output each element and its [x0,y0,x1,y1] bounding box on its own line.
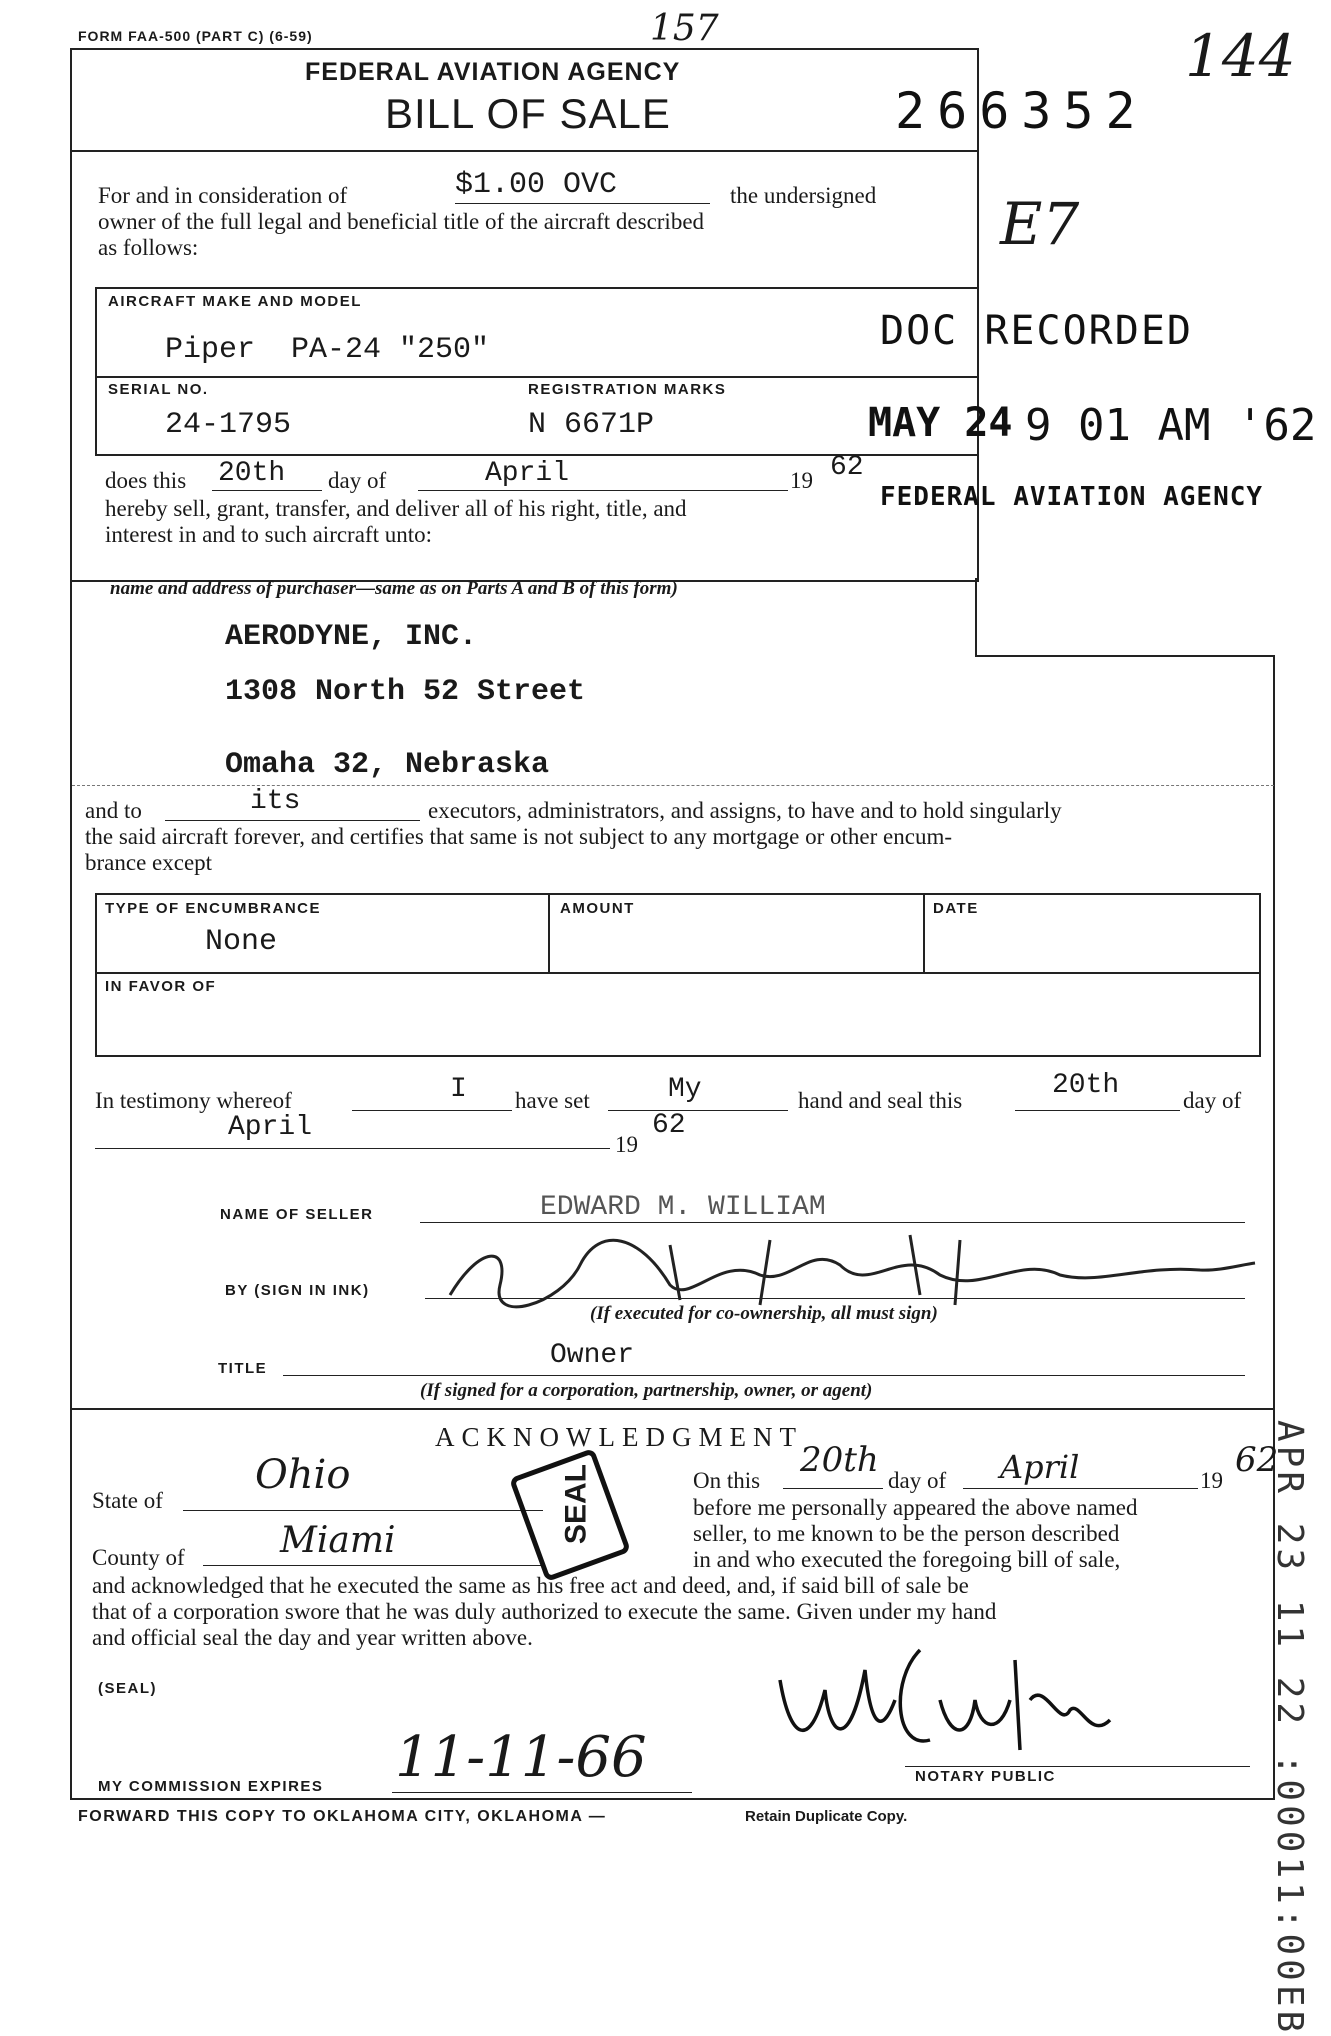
ack-state-line [183,1510,543,1511]
amount-line [455,203,710,204]
ack-county-line [203,1565,543,1566]
testimony-month: April [228,1112,313,1143]
seller-title-line [283,1375,1245,1376]
transfer-line3: interest in and to such aircraft unto: [105,522,433,547]
consideration-amount: $1.00 OVC [455,168,618,202]
serial-value: 24-1795 [165,408,292,442]
encumbrance-table [95,893,1261,1057]
aircraft-make-value: Piper PA-24 "250" [165,333,490,367]
serial-label: SERIAL NO. [108,381,209,398]
margin-annotation: E7 [1000,190,1080,258]
purchaser-label: name and address of purchaser—same as on Parts A and B of this form) [110,578,678,599]
testimony-year-prefix: 19 [615,1132,638,1157]
top-annotation: 157 [650,8,719,49]
encumbrance-col2 [923,893,925,973]
ack-right-line2: before me personally appeared the above named [693,1495,1138,1520]
notary-signature [770,1640,1130,1780]
encumbrance-divider [95,972,1259,974]
ack-right-line4: in and who executed the foregoing bill of sale, [693,1547,1121,1572]
ack-full-line3: and official seal the day and year written above. [92,1625,533,1650]
ack-month-line [963,1488,1198,1489]
ack-county-label: County of [92,1545,185,1570]
acknowledgment-divider [72,1408,1274,1410]
ack-full-line2: that of a corporation swore that he was duly authorized to execute the same. Given under my hand [92,1599,997,1624]
encumbrance-type-label: TYPE OF ENCUMBRANCE [105,900,322,917]
seller-title-label: TITLE [218,1360,268,1377]
registration-value: N 6671P [528,408,655,442]
transfer-month-line [418,490,788,491]
side-stamp: APR 23 11 22 :00011:00EB [1269,1420,1310,2036]
ack-seal-label: (SEAL) [98,1680,157,1697]
testimony-prefix: In testimony whereof [95,1088,292,1113]
page-title: BILL OF SALE [385,90,671,137]
seal-stamp-text: SEAL [559,1464,593,1545]
testimony-possessive-line [608,1110,788,1111]
bottom-border [70,1798,1275,1800]
recorded-stamp-date: MAY 24 [868,400,1013,446]
testimony-have-set: have set [515,1088,590,1113]
acknowledgment-heading: ACKNOWLEDGMENT [435,1422,803,1452]
encumbrance-date-label: DATE [933,900,979,917]
transfer-year-prefix: 19 [790,468,813,493]
purchaser-name: AERODYNE, INC. [225,620,478,654]
seller-by-label: BY (SIGN IN INK) [225,1282,370,1299]
testimony-pronoun-line [352,1110,512,1111]
assigns-pronoun: its [250,786,301,817]
seller-title-note: (If signed for a corporation, partnership, owner, or agent) [420,1380,873,1401]
recorded-stamp-line1: DOC RECORDED [880,308,1193,354]
title-divider [70,150,977,152]
seller-name-label: NAME OF SELLER [220,1206,374,1223]
left-border-lower [70,578,72,1800]
assigns-line1: executors, administrators, and assigns, to have and to hold singularly [428,798,1062,823]
ack-year-prefix: 19 [1200,1468,1223,1493]
testimony-year: 62 [652,1110,686,1141]
ack-full-line1: and acknowledged that he executed the same as his free act and deed, and, if said bill of sale be [92,1573,969,1598]
transfer-day: 20th [218,458,286,489]
seller-title-value: Owner [550,1340,635,1371]
recorded-stamp-time: 9 01 AM '62 [1025,400,1317,451]
step-vertical [975,578,977,655]
encumbrance-amount-label: AMOUNT [560,900,635,917]
ack-state-label: State of [92,1488,163,1513]
testimony-hand-seal: hand and seal this [798,1088,963,1113]
ack-on-this: On this [693,1468,761,1493]
seller-co-owner-note: (If executed for co-ownership, all must sign) [590,1303,938,1324]
ack-year: 62 [1235,1440,1279,1480]
ack-state-value: Ohio [255,1452,351,1498]
registration-label: REGISTRATION MARKS [528,381,727,398]
transfer-line2: hereby sell, grant, transfer, and deliver all of his right, title, and [105,496,687,521]
encumbrance-type-value: None [205,925,278,959]
notary-label: NOTARY PUBLIC [915,1768,1056,1785]
ack-right-line3: seller, to me known to be the person described [693,1521,1120,1546]
commission-line [392,1792,692,1793]
seal-stamp [509,1448,631,1582]
agency-heading: FEDERAL AVIATION AGENCY [305,58,681,86]
assigns-and-to: and to [85,798,142,823]
testimony-day-of: day of [1183,1088,1242,1113]
transfer-does-this: does this [105,468,187,493]
ack-county-value: Miami [280,1520,396,1561]
transfer-year: 62 [830,452,864,483]
ack-day-line [783,1488,883,1489]
seller-signature [440,1225,1260,1315]
purchaser-city: Omaha 32, Nebraska [225,748,550,782]
seller-name-value: EDWARD M. WILLIAM [540,1192,826,1223]
commission-value: 11-11-66 [395,1725,647,1790]
purchaser-street: 1308 North 52 Street [225,675,586,709]
transfer-day-line [212,490,322,491]
encumbrance-col1 [548,893,550,973]
footer-forward: FORWARD THIS COPY TO OKLAHOMA CITY, OKLAHOMA — [78,1808,607,1825]
transfer-month: April [485,458,570,489]
ack-day: 20th [800,1440,879,1480]
step-border [975,655,1275,657]
transfer-day-of: day of [328,468,387,493]
consideration-suffix: the undersigned [730,183,877,208]
notary-line [905,1766,1250,1767]
ack-day-of: day of [888,1468,947,1493]
corner-number: 144 [1185,22,1296,90]
ack-month: April [1000,1448,1080,1486]
assigns-pronoun-line [165,820,420,821]
testimony-day: 20th [1052,1070,1120,1101]
form-id: FORM FAA-500 (PART C) (6-59) [78,28,313,44]
testimony-month-line [95,1148,610,1149]
consideration-line3: as follows: [98,235,199,260]
consideration-prefix: For and in consideration of [98,183,348,208]
commission-label: MY COMMISSION EXPIRES [98,1778,324,1795]
recorded-stamp-agency: FEDERAL AVIATION AGENCY [880,482,1264,512]
consideration-line2: owner of the full legal and beneficial title of the aircraft described [98,209,705,234]
aircraft-make-label: AIRCRAFT MAKE AND MODEL [108,293,362,310]
doc-number: 266352 [895,82,1148,140]
footer-retain: Retain Duplicate Copy. [745,1808,908,1825]
testimony-pronoun: I [450,1074,467,1105]
aircraft-divider [95,376,977,378]
testimony-day-line [1015,1110,1180,1111]
assigns-line3: brance except [85,850,213,875]
testimony-possessive: My [668,1074,702,1105]
assigns-line2: the said aircraft forever, and certifies that same is not subject to any mortgage or other encum- [85,824,952,849]
encumbrance-favor-label: IN FAVOR OF [105,978,217,995]
